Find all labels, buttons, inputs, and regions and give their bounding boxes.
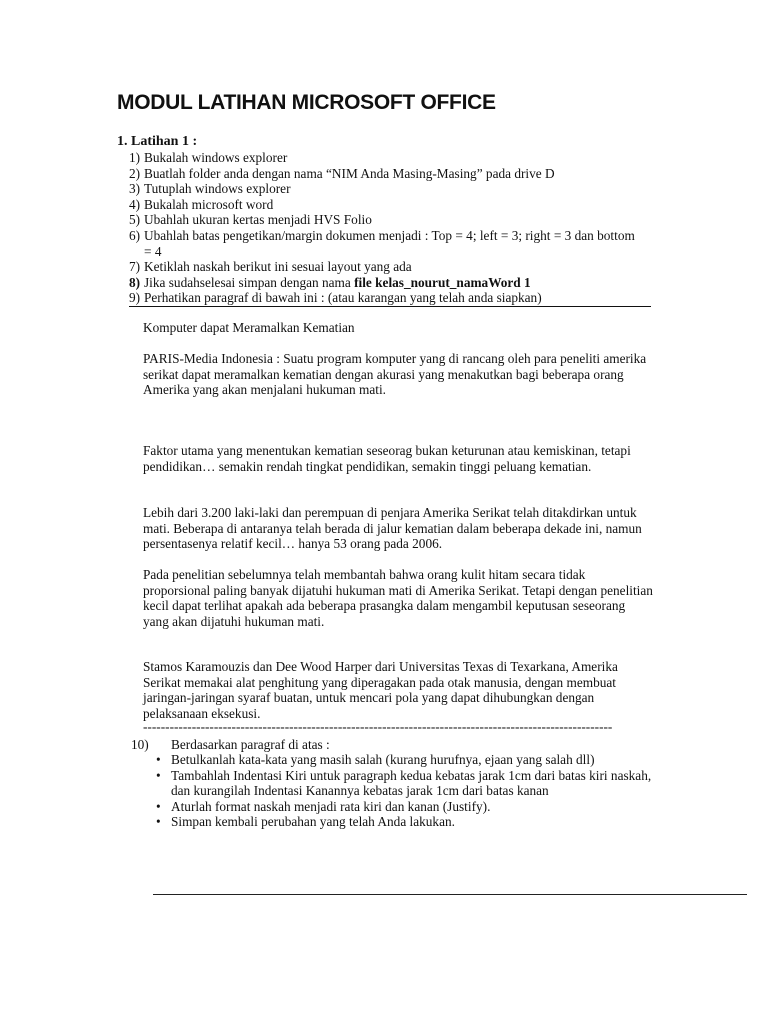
document-title: MODUL LATIHAN MICROSOFT OFFICE: [117, 91, 496, 114]
step-item: [129, 290, 651, 307]
step-number: 8): [129, 274, 141, 290]
step-number: 6): [129, 227, 141, 243]
step-number: 3): [129, 181, 141, 197]
instruction-number: 10): [131, 737, 149, 752]
step-number: 5): [129, 212, 141, 228]
step-number: 4): [129, 196, 141, 212]
step-item: [129, 181, 659, 197]
bullet-text: Aturlah format naskah menjadi rata kiri dan kanan (Justify).: [171, 798, 491, 814]
paragraph-1: PARIS-Media Indonesia : Suatu program komputer yang di rancang oleh para peneliti amerika serikat dapat meramalkan kematian dengan akurasi yang menakutkan bagi beberapa orang Amerika yang akan menjalani hukuman mati.: [143, 351, 647, 398]
step-number: 7): [129, 259, 141, 275]
list-item: [156, 799, 656, 815]
instruction-10: [131, 737, 330, 753]
section-heading: 1. Latihan 1 :: [117, 134, 198, 149]
bullet-text: Simpan kembali perubahan yang telah Anda lakukan.: [171, 814, 455, 830]
paragraph-3: Lebih dari 3.200 laki-laki dan perempuan di penjara Amerika Serikat telah ditakdirkan untuk mati. Beberapa di antaranya telah berada di jalur kematian dalam beberapa dekade ini, namun persentasenya relatif kecil… hanya 53 orang pada 2006.: [143, 505, 642, 552]
step-item: [129, 275, 659, 291]
step-text: Bukalah microsoft word: [144, 196, 274, 212]
step-text: Ketiklah naskah berikut ini sesuai layout yang ada: [144, 259, 412, 275]
step-number: 1): [129, 150, 141, 165]
list-item: [156, 768, 656, 799]
footer-rule: [153, 894, 747, 895]
paragraph-4: Pada penelitian sebelumnya telah membantah bahwa orang kulit hitam secara tidak proporsional paling banyak dijatuhi hukuman mati di Amerika Serikat. Tetapi dengan penelitian kecil dapat terlihat apakah ada beberapa prasangka dalam mengambil keputusan seseorang yang akan dijatuhi hukuman mati.: [143, 567, 653, 629]
step-text: Buatlah folder anda dengan nama “NIM Anda Masing-Masing” pada drive D: [144, 165, 555, 181]
step-item: [129, 197, 659, 213]
step-item: [129, 212, 659, 228]
bullet-list: [156, 752, 656, 830]
list-item: [156, 752, 656, 768]
bullet-icon: •: [156, 798, 161, 814]
bullet-icon: •: [156, 767, 161, 783]
step-item: [129, 166, 659, 182]
bullet-icon: •: [156, 814, 161, 830]
step-item: [129, 228, 644, 259]
paragraph-2: Faktor utama yang menentukan kematian seseorag bukan keturunan atau kemiskinan, tetapi pendidikan… semakin rendah tingkat pendidikan, semakin tinggi peluang kematian.: [143, 443, 631, 474]
article-heading: Komputer dapat Meramalkan Kematian: [143, 320, 355, 335]
step-text: Tutuplah windows explorer: [144, 181, 291, 197]
step-text: Jika sudahselesai simpan dengan nama: [144, 274, 355, 290]
step-text: Ubahlah ukuran kertas menjadi HVS Folio: [144, 212, 372, 228]
step-number: 9): [129, 290, 141, 306]
bullet-text: Betulkanlah kata-kata yang masih salah (kurang hurufnya, ejaan yang salah dll): [171, 752, 595, 767]
steps-list: [129, 150, 659, 307]
step-text: Bukalah windows explorer: [144, 150, 288, 165]
bullet-icon: •: [156, 752, 161, 767]
step-number: 2): [129, 165, 141, 181]
step-text: Perhatikan paragraf di bawah ini : (atau karangan yang telah anda siapkan): [144, 290, 542, 306]
step-text: Ubahlah batas pengetikan/margin dokumen menjadi : Top = 4; left = 3; right = 3 dan bottom = 4: [144, 227, 635, 259]
step-filename: file kelas_nourut_namaWord 1: [354, 274, 531, 290]
paragraph-5: Stamos Karamouzis dan Dee Wood Harper dari Universitas Texas di Texarkana, Amerika Serikat memakai alat penghitung yang diperagakan pada otak manusia, dengan membuat jaringan-jaringan syaraf buatan, untuk mencari pola yang dapat dihubungkan dengan pelaksanaan eksekusi.: [143, 659, 618, 721]
dashed-separator: ----------------------------------------------------------------------------------------------------------: [143, 720, 613, 734]
list-item: [156, 814, 656, 830]
step-item: [129, 259, 659, 275]
step-item: [129, 150, 659, 166]
bullet-text: Tambahlah Indentasi Kiri untuk paragraph kedua kebatas jarak 1cm dari batas kiri naskah, dan kurangilah Indentasi Kanannya kebatas jarak 1cm dari batas kanan: [171, 767, 652, 799]
instruction-label: Berdasarkan paragraf di atas :: [171, 737, 330, 752]
